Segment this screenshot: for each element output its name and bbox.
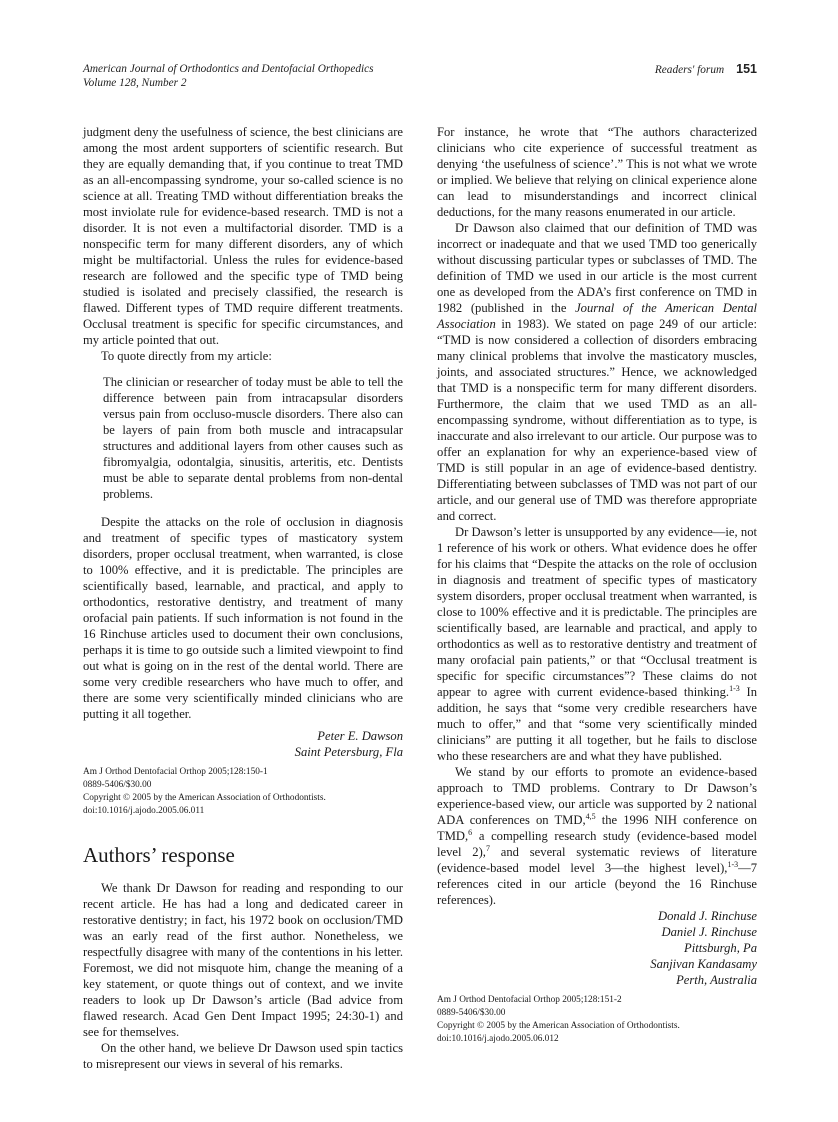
reference-superscript: 1-3 xyxy=(727,859,739,869)
journal-title: American Journal of Orthodontics and Dentofacial Orthopedics xyxy=(83,63,374,75)
page-number: 151 xyxy=(736,62,757,76)
journal-info xyxy=(83,62,374,90)
reference-superscript: 7 xyxy=(485,843,490,853)
letter-paragraph-3: Despite the attacks on the role of occlusion in diagnosis and treatment of specific types of masticatory system disorders, proper occlusal treatment, when warranted, is close to 100% effective, and it is predictable. The principles are scientifically based, learnable, and practical, and apply to orthodontics, restorative dentistry, and treatment of many orofacial pain patients. If such information is not found in the 16 Rinchuse articles used to document their own conclusions, perhaps it is time to go outside such a limited viewpoint to find out what is going on in the rest of the dental world. There are some very credible researchers who have much to offer, and there are some very scientifically minded clinicians who are putting it all together. xyxy=(83,515,403,721)
response-paragraph-2: On the other hand, we believe Dr Dawson used spin tactics to misrepresent our views in several of his remarks. xyxy=(83,1041,403,1071)
response-paragraph-1: We thank Dr Dawson for reading and responding to our recent article. He has had a long and dedicated career in restorative dentistry; in fact, his 1972 book on occlusion/TMD was an early read of the first author. Nonetheless, we respectfully disagree with many of the contentions in his letter. Foremost, we did not misquote him, change the meaning of a key statement, or quote things out of context, and we invite readers to look up Dr Dawson’s article (Bad advice from flawed research. Acad Gen Dent Impact 1995; 24:30-1) and see for themselves. xyxy=(83,881,403,1039)
citation-doi: doi:10.1016/j.ajodo.2005.06.012 xyxy=(437,1034,559,1044)
response-author-2: Daniel J. Rinchuse xyxy=(661,925,757,939)
citation-ref: Am J Orthod Dentofacial Orthop 2005;128:150-1 xyxy=(83,767,268,777)
response-citation xyxy=(437,994,757,1046)
response-paragraph-5: We stand by our efforts to promote an evidence-based approach to TMD problems. Contrary to Dr Dawson’s experience-based view, our article was supported by 2 national ADA conferences on TMD,$^{4,5}$ the 1996 NIH conference on TMD,$^6$ a compelling research study (evidence-based model level 2),$^7$ and several systematic reviews of literature (evidence-based model level 3—the highest level),$^{1-3}$—7 references cited in our article (beyond the 16 Rinchuse references). xyxy=(437,765,758,907)
reference-superscript: 6 xyxy=(468,827,473,837)
response-author-1: Donald J. Rinchuse xyxy=(658,909,757,923)
citation-issn: 0889-5406/$30.00 xyxy=(437,1008,506,1018)
response-paragraph-3: Dr Dawson also claimed that our definition of TMD was incorrect or inadequate and that we used TMD too generically without discussing particular types or subclasses of TMD. The definition of TMD we used in our article is the most current one as developed from the ADA’s first conference on TMD in 1982 (published in the Journal of the American Dental Association in 1983). We stated on page 249 of our article: “TMD is now considered a collection of disorders embracing many clinical problems that involve the masticatory muscles, joints, and associated structures.” Hence, we acknowledged that TMD is a nonspecific term for many different disorders. Furthermore, the claim that we used TMD as an all-encompassing syndrome, without differentiation as to type, is inaccurate and also irrelevant to our article. Our purpose was to offer an explanation for why an experience-based view of TMD is still popular in an age of evidence-based dentistry. Differentiating between subclasses of TMD was not part of our article, and our general use of TMD was therefore appropriate and correct. xyxy=(437,221,757,523)
left-column xyxy=(83,124,403,1072)
response-title: Authors’ response xyxy=(83,843,235,867)
section-name: Readers' forum xyxy=(654,64,725,76)
response-paragraph-4: Dr Dawson’s letter is unsupported by any evidence—ie, not 1 reference of his work or others. What evidence does he offer for his claims that “Despite the attacks on the role of occlusion in diagnosis and treatment of specific types of masticatory system disorders, proper occlusal treatment when warranted, is close to 100% effective and it is predictable. The principles are scientifically based, are learnable and practical, and apply to orthodontics as well as to restorative dentistry and treatment of many orofacial pain patients,” or that “Occlusal treatment is specific for specific circumstances”? These claims do not appear to agree with current evidence-based thinking.$^{1-3}$ In addition, he says that “some very credible researchers have much to offer,” and that “some very scientifically minded clinicians” are putting it all together, but he fails to disclose who these researchers are and what they have published. xyxy=(437,525,757,763)
right-column xyxy=(437,124,757,1046)
journal-volume: Volume 128, Number 2 xyxy=(83,77,187,89)
citation-ref: Am J Orthod Dentofacial Orthop 2005;128:151-2 xyxy=(437,995,622,1005)
citation-copyright: Copyright © 2005 by the American Association of Orthodontists. xyxy=(437,1021,680,1031)
response-author-3: Sanjivan Kandasamy xyxy=(650,957,757,971)
response-paragraph-2-continued: For instance, he wrote that “The authors characterized clinicians who cite experience of successful treatment as denying ‘the usefulness of science’.” This is not what we wrote or implied. We believe that relying on clinical experience alone can lead to misunderstandings and incorrect clinical deductions, for the many reasons enumerated in our article. xyxy=(437,125,757,219)
reference-superscript: 1-3 xyxy=(729,683,740,693)
letter-author: Peter E. Dawson xyxy=(317,729,403,743)
letter-citation xyxy=(83,766,403,818)
letter-blockquote: The clinician or researcher of today must be able to tell the difference between pain from intracapsular disorders versus pain from occluso-muscle disorders. There also can be layers of pain from both muscle and intracapsular structures and additional layers from other causes such as fibromyalgia, odontalgia, sinusitis, arteritis, etc. Dentists must be able to separate dental problems from non-dental problems. xyxy=(103,375,403,501)
journal-name: Journal of the American Dental Association xyxy=(437,301,757,331)
letter-paragraph-2: To quote directly from my article: xyxy=(101,349,272,363)
section-info xyxy=(655,62,757,77)
citation-doi: doi:10.1016/j.ajodo.2005.06.011 xyxy=(83,806,205,816)
letter-paragraph-1: judgment deny the usefulness of science, the best clinicians are among the most ardent supporters of scientific research. But they are equally demanding that, if you continue to treat TMD as an all-encompassing syndrome, your so-called science is no science at all. Treating TMD without differentiation breaks the most inviolate rule for evidence-based research. TMD is not a disorder. It is not even a multifactorial disorder. TMD is a nonspecific term for many different disorders, any of which might be multifactorial. Unless the rules for evidence-based research are followed and the specific type of TMD being studied is isolated and precisely classified, the research is flawed. Different types of TMD require different treatments. Occlusal treatment is specific for specific circumstances, and my article pointed that out. xyxy=(83,125,403,347)
citation-issn: 0889-5406/$30.00 xyxy=(83,780,152,790)
response-location-2: Perth, Australia xyxy=(676,973,757,987)
reference-superscript: 4,5 xyxy=(585,811,596,821)
citation-copyright: Copyright © 2005 by the American Association of Orthodontists. xyxy=(83,793,326,803)
letter-location: Saint Petersburg, Fla xyxy=(294,745,403,759)
response-location-1: Pittsburgh, Pa xyxy=(684,941,757,955)
